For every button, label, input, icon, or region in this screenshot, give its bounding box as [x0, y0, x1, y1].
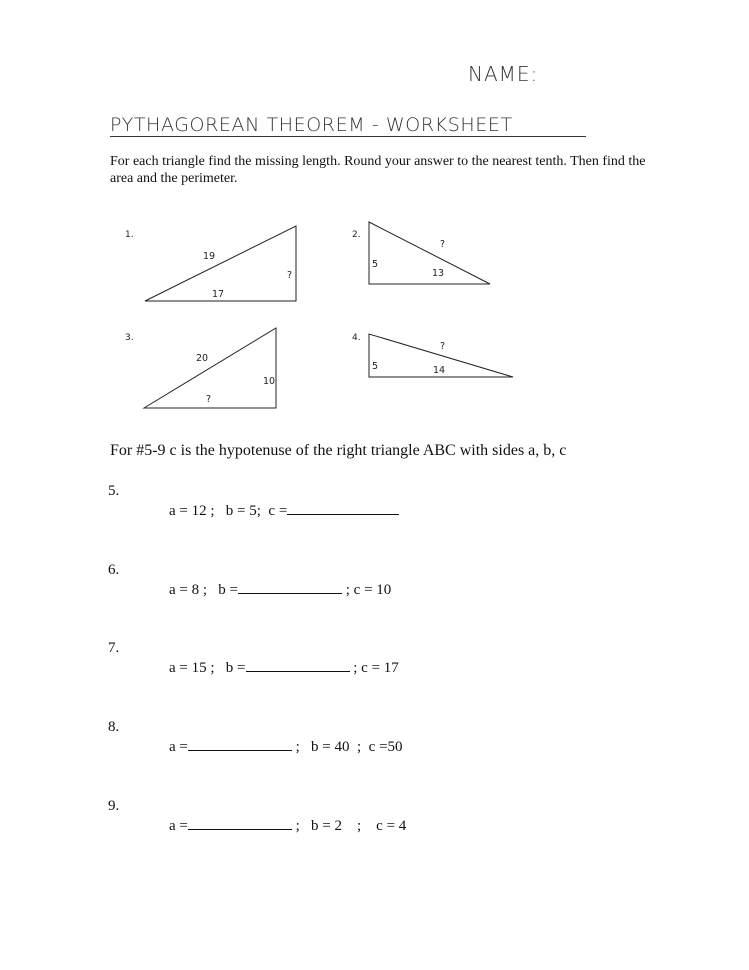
- triangle-3-hyp-label: 20: [196, 353, 209, 364]
- question-8-text-a: a =: [169, 739, 188, 755]
- triangle-4-leg-label: 5: [372, 361, 379, 372]
- answer-blank-c[interactable]: [287, 500, 399, 515]
- triangle-3-number: 3.: [125, 333, 134, 343]
- question-6-text-row: [154, 562, 391, 616]
- worksheet-title: PYTHAGOREAN THEOREM - WORKSHEET: [110, 114, 513, 136]
- question-9-number: 9.: [108, 798, 120, 814]
- answer-blank-b[interactable]: [238, 579, 342, 594]
- triangle-1-hyp-label: 19: [203, 251, 216, 262]
- question-5-number: 5.: [108, 483, 120, 499]
- answer-blank-a[interactable]: [188, 815, 292, 830]
- answer-blank-a[interactable]: [188, 736, 292, 751]
- triangle-3: [125, 328, 276, 408]
- triangle-2-leg-label: 5: [372, 259, 379, 270]
- triangle-3-base-label: ?: [206, 394, 212, 405]
- question-7-text-row: [154, 640, 399, 694]
- question-7-text-b: ; c = 17: [353, 660, 399, 676]
- question-7-text-a: a = 15 ; b =: [169, 660, 246, 676]
- answer-blank-b[interactable]: [246, 657, 350, 672]
- question-5-text: a = 12 ; b = 5; c =: [169, 503, 288, 519]
- question-6-text-b: ; c = 10: [345, 582, 392, 598]
- question-8-text-row: [154, 719, 403, 773]
- triangle-figures: [0, 0, 749, 430]
- question-7-number: 7.: [108, 640, 120, 656]
- triangle-3-leg-label: 10: [263, 376, 276, 387]
- triangle-1-leg-label: ?: [287, 270, 293, 281]
- triangle-4: [352, 333, 513, 377]
- question-5-text-row: [154, 483, 399, 537]
- question-6-text-a: a = 8 ; b =: [169, 582, 238, 598]
- triangle-2-number: 2.: [352, 230, 361, 240]
- triangle-1-number: 1.: [125, 230, 134, 240]
- triangle-4-top-label: ?: [440, 341, 446, 352]
- instructions: For each triangle find the missing length. Round your answer to the nearest tenth. Then find the area and the perimeter.: [110, 154, 646, 186]
- triangle-2-hyp-label: 13: [432, 268, 445, 279]
- triangle-2: [352, 222, 490, 284]
- triangle-1-base-label: 17: [212, 289, 225, 300]
- triangle-4-hyp-label: 14: [433, 365, 446, 376]
- triangle-1: [125, 226, 296, 301]
- triangle-2-top-label: ?: [440, 239, 446, 250]
- triangle-2-shape: [369, 222, 490, 284]
- triangle-4-number: 4.: [352, 333, 361, 343]
- question-8-number: 8.: [108, 719, 120, 735]
- question-9-text-a: a =: [169, 818, 188, 834]
- section-heading: For #5-9 c is the hypotenuse of the right triangle ABC with sides a, b, c: [110, 442, 567, 459]
- question-9-text-b: ; b = 2 ; c = 4: [295, 818, 407, 834]
- question-9-text-row: [154, 798, 406, 852]
- question-8-text-b: ; b = 40 ; c =50: [295, 739, 403, 755]
- name-label: NAME:: [468, 62, 539, 86]
- question-6-number: 6.: [108, 562, 120, 578]
